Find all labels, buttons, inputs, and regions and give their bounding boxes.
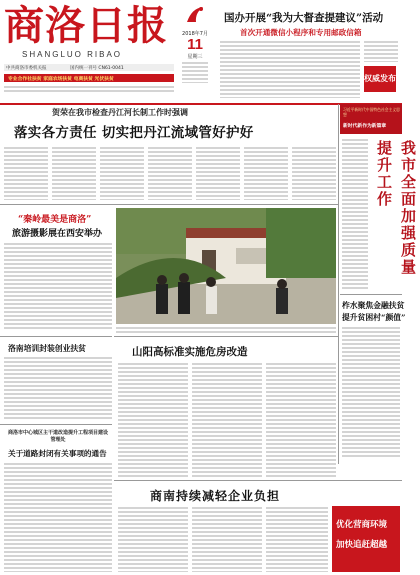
- mountain-headline: 山阳高标准实施危房改造: [132, 346, 248, 358]
- newspaper-logo: 商洛日报: [4, 2, 168, 49]
- masthead-banner-text: 专业合作社扶贫 家庭农场扶贫 电商扶贫 光伏扶贫: [8, 77, 114, 82]
- training-headline: 洛南培训封装创业扶贫: [8, 344, 86, 353]
- date-day: 11: [187, 36, 203, 53]
- vertical-headline: 我市全面加强质量提升工作: [375, 140, 417, 276]
- date-weekday: 星期三: [187, 54, 203, 60]
- news-photo-village: [116, 208, 336, 324]
- business-environment-corner: [332, 506, 400, 572]
- masthead: [0, 0, 212, 96]
- vertical-headline-box: [372, 140, 417, 290]
- authoritative-release-badge: [364, 66, 396, 92]
- date-block: [178, 0, 212, 94]
- xi-banner-line-1: 习近平新时代中国特色社会主义思想: [343, 107, 400, 117]
- top-right-story: [214, 0, 402, 102]
- finance-headline-2: 提升贫困村“颜值”: [342, 313, 406, 322]
- bottom-headline: 商南持续减轻企业负担: [150, 489, 281, 503]
- swan-logo-icon: [184, 4, 206, 26]
- issue-info-1: 中共商洛市委机关报: [6, 65, 47, 71]
- lead-kicker: 贺荣在我市检查丹江河长制工作时强调: [52, 107, 188, 117]
- issue-info-2: 国内统一刊号 CN61-0041: [70, 65, 124, 71]
- notice-kicker: 商洛市中心城区主干道改造提升工程项目建设管理处: [7, 430, 108, 443]
- xi-banner-line-2: 新时代新作为新篇章: [343, 124, 387, 129]
- corner-line-1: 优化营商环境: [336, 520, 388, 530]
- notice-headline: 关于道路封闭有关事项的通告: [8, 449, 107, 458]
- feature-headline-2: 旅游摄影展在西安举办: [12, 229, 103, 239]
- finance-headline-1: 柞水聚焦金融扶贫: [342, 301, 405, 310]
- corner-line-2: 加快追赶超越: [336, 540, 388, 550]
- top-right-headline: 国办开展“我为大督查提建议”活动: [224, 12, 384, 24]
- date-year-month: 2018年7月: [182, 31, 208, 37]
- masthead-pinyin: SHANGLUO RIBAO: [22, 50, 123, 59]
- feature-headline-1: “秦岭最美是商洛”: [18, 215, 92, 225]
- top-right-subhead: 首次开通微信小程序和专用邮政信箱: [240, 28, 362, 37]
- xi-thought-banner: [340, 104, 402, 134]
- lead-headline: 落实各方责任 切实把丹江流域管好护好: [14, 125, 254, 141]
- badge-text: 权威发布: [364, 74, 396, 83]
